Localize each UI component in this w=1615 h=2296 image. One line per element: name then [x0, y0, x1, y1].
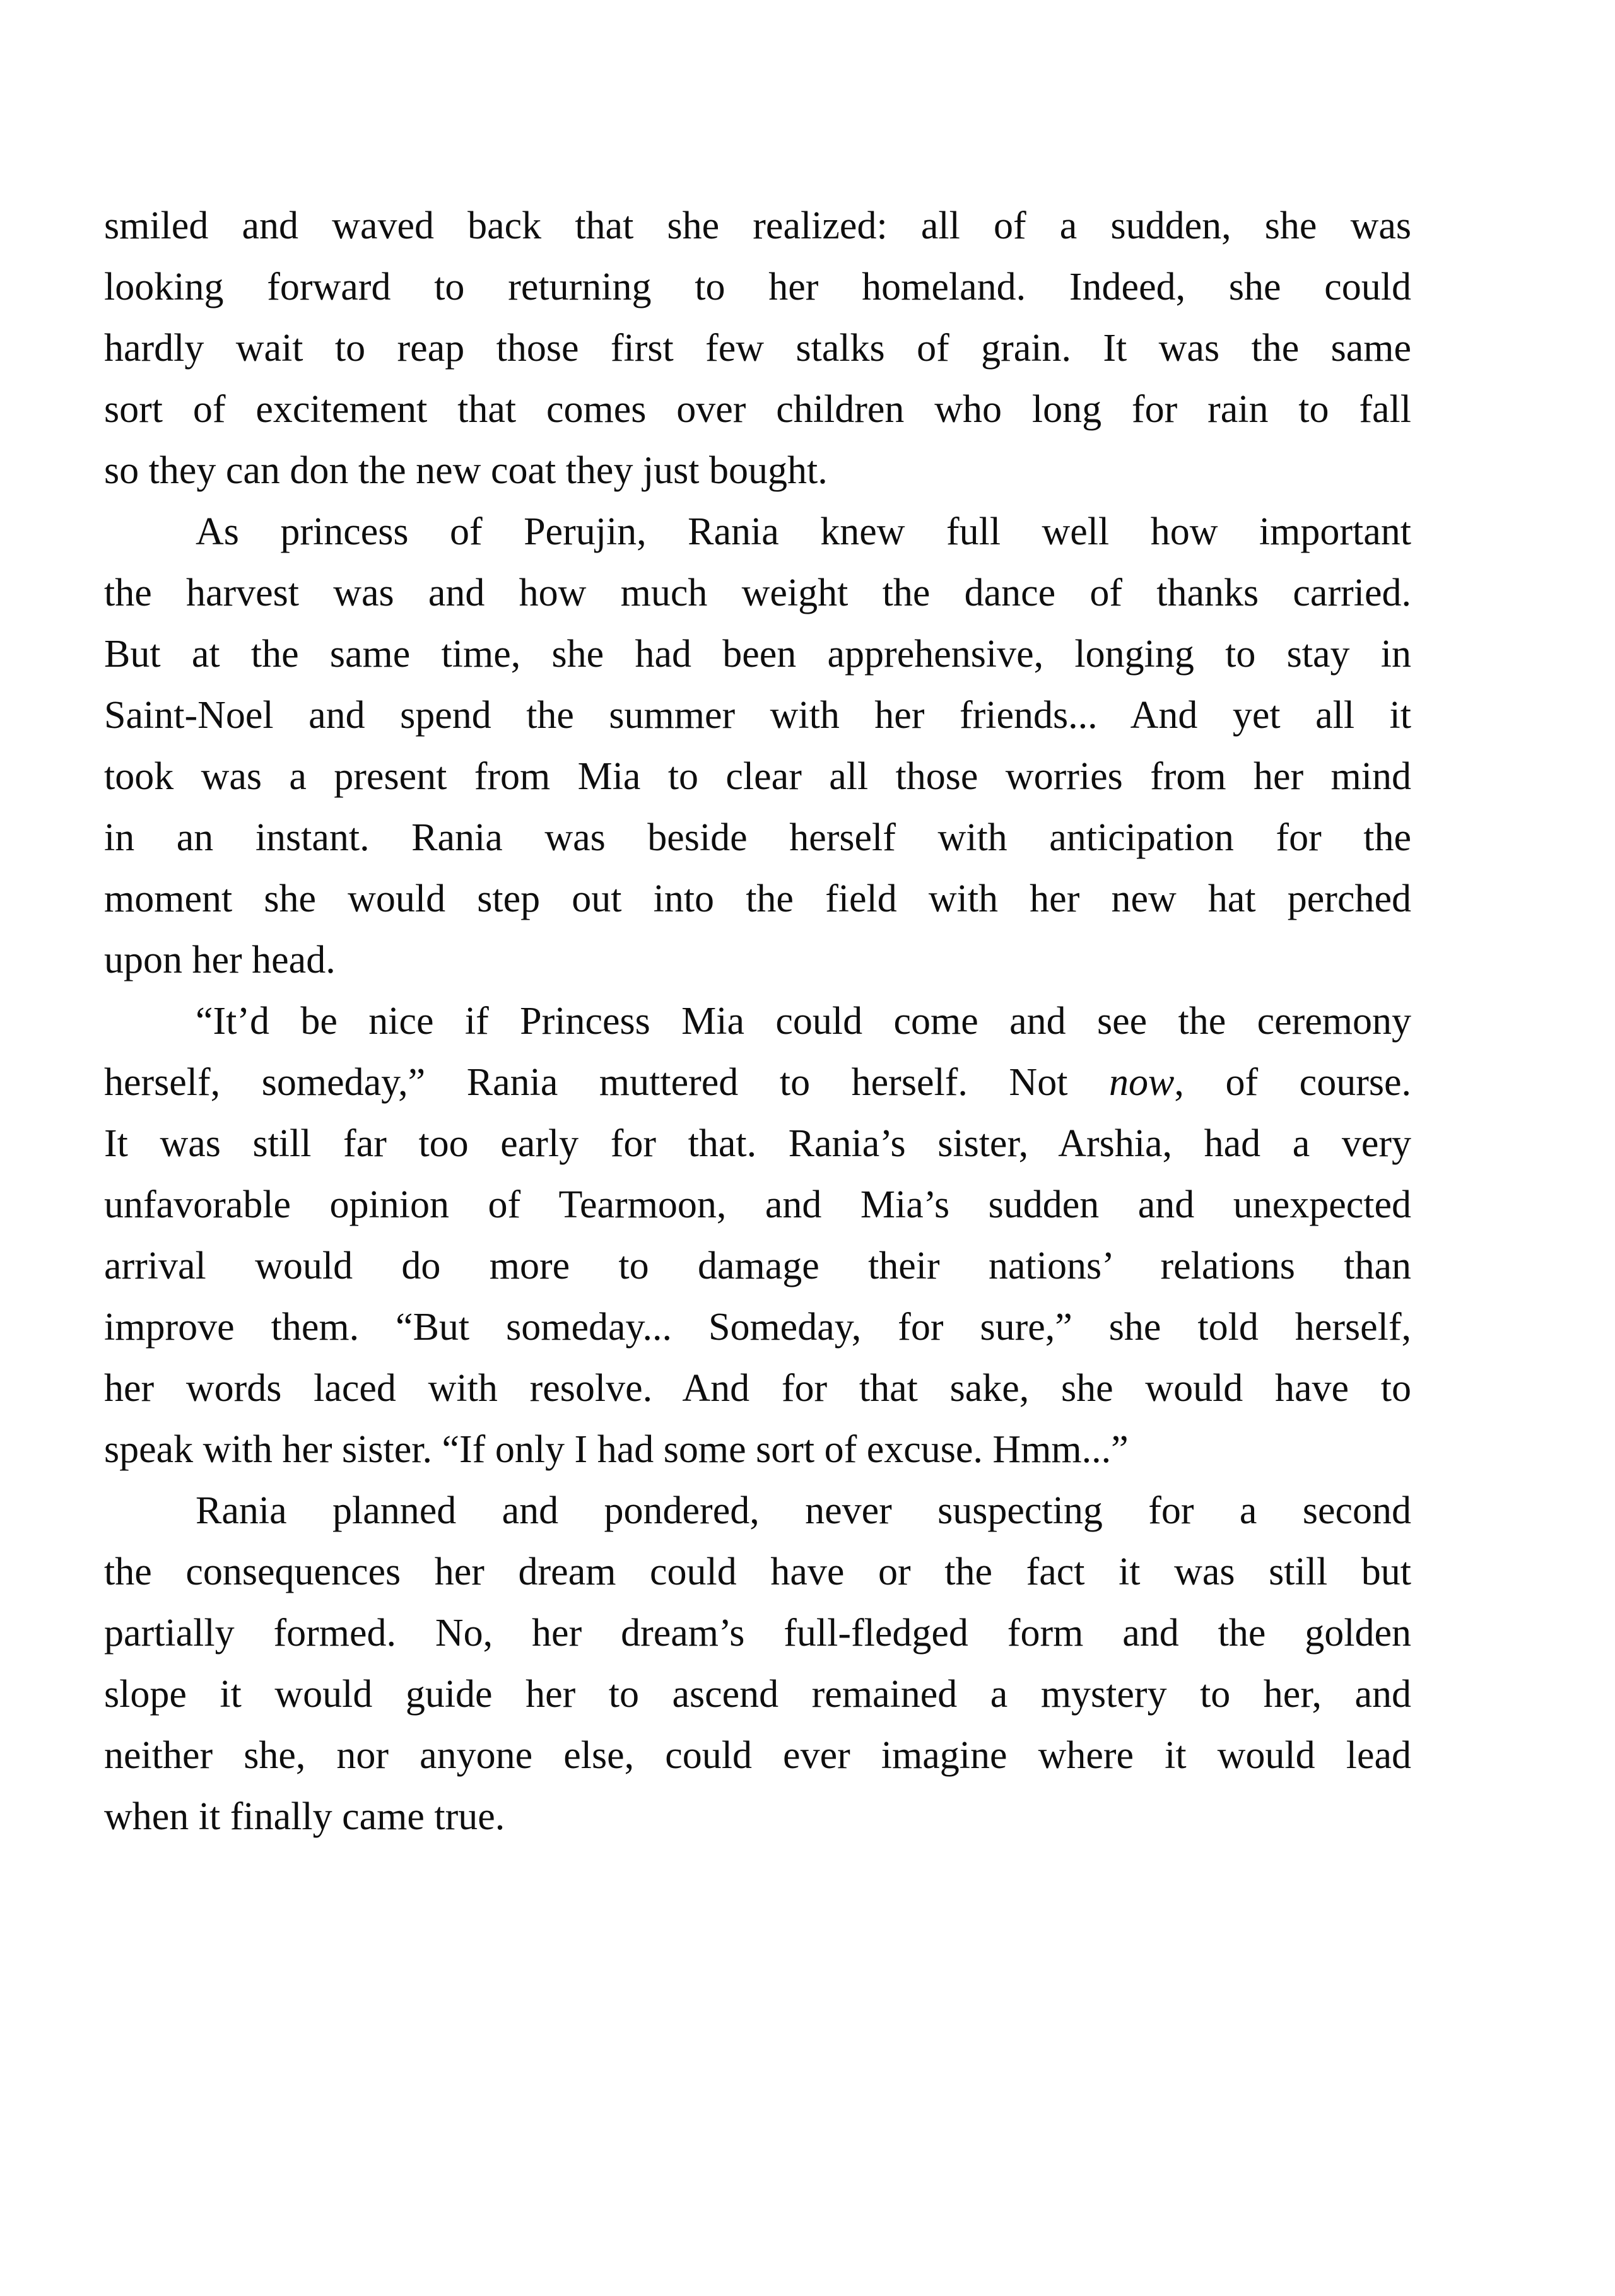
text-line: moment she would step out into the field with her new hat perched [104, 877, 1411, 920]
text-line: looking forward to returning to her homeland. Indeed, she could [104, 266, 1411, 308]
text-line: her words laced with resolve. And for that sake, she would have to [104, 1367, 1411, 1410]
text-line: “It’d be nice if Princess Mia could come and see the ceremony [196, 1000, 1411, 1043]
text-line: speak with her sister. “If only I had some sort of excuse. Hmm...” [104, 1428, 1129, 1471]
text-line: when it finally came true. [104, 1795, 505, 1838]
page-text [104, 196, 1411, 1848]
text-line: herself, someday,” Rania muttered to herself. Not now, of course. [104, 1061, 1411, 1104]
text-line: unfavorable opinion of Tearmoon, and Mia’s sudden and unexpected [104, 1183, 1411, 1226]
text-line: Saint-Noel and spend the summer with her friends... And yet all it [104, 694, 1411, 737]
text-line: upon her head. [104, 939, 336, 981]
text-line: the harvest was and how much weight the dance of thanks carried. [104, 571, 1411, 614]
text-line: improve them. “But someday... Someday, for sure,” she told herself, [104, 1306, 1411, 1349]
paragraph [104, 501, 1411, 991]
text-line: As princess of Perujin, Rania knew full well how important [196, 510, 1411, 553]
text-line: the consequences her dream could have or the fact it was still but [104, 1550, 1411, 1593]
text-line: It was still far too early for that. Rania’s sister, Arshia, had a very [104, 1122, 1411, 1165]
text-line: hardly wait to reap those first few stalks of grain. It was the same [104, 327, 1411, 370]
text-line: in an instant. Rania was beside herself with anticipation for the [104, 816, 1411, 859]
text-line: smiled and waved back that she realized: all of a sudden, she was [104, 204, 1411, 247]
text-line: neither she, nor anyone else, could ever imagine where it would lead [104, 1734, 1411, 1777]
text-line: Rania planned and pondered, never suspecting for a second [196, 1489, 1411, 1532]
paragraph [104, 196, 1411, 501]
paragraph [104, 1480, 1411, 1848]
paragraph [104, 991, 1411, 1480]
text-line: arrival would do more to damage their nations’ relations than [104, 1245, 1411, 1287]
text-line: partially formed. No, her dream’s full-fledged form and the golden [104, 1612, 1411, 1655]
text-line: slope it would guide her to ascend remained a mystery to her, and [104, 1673, 1411, 1716]
italic-text: now [1109, 1061, 1175, 1104]
text-line: took was a present from Mia to clear all those worries from her mind [104, 755, 1411, 798]
text-line: so they can don the new coat they just bought. [104, 449, 828, 492]
text-line: But at the same time, she had been apprehensive, longing to stay in [104, 633, 1411, 676]
text-line: sort of excitement that comes over children who long for rain to fall [104, 388, 1411, 431]
